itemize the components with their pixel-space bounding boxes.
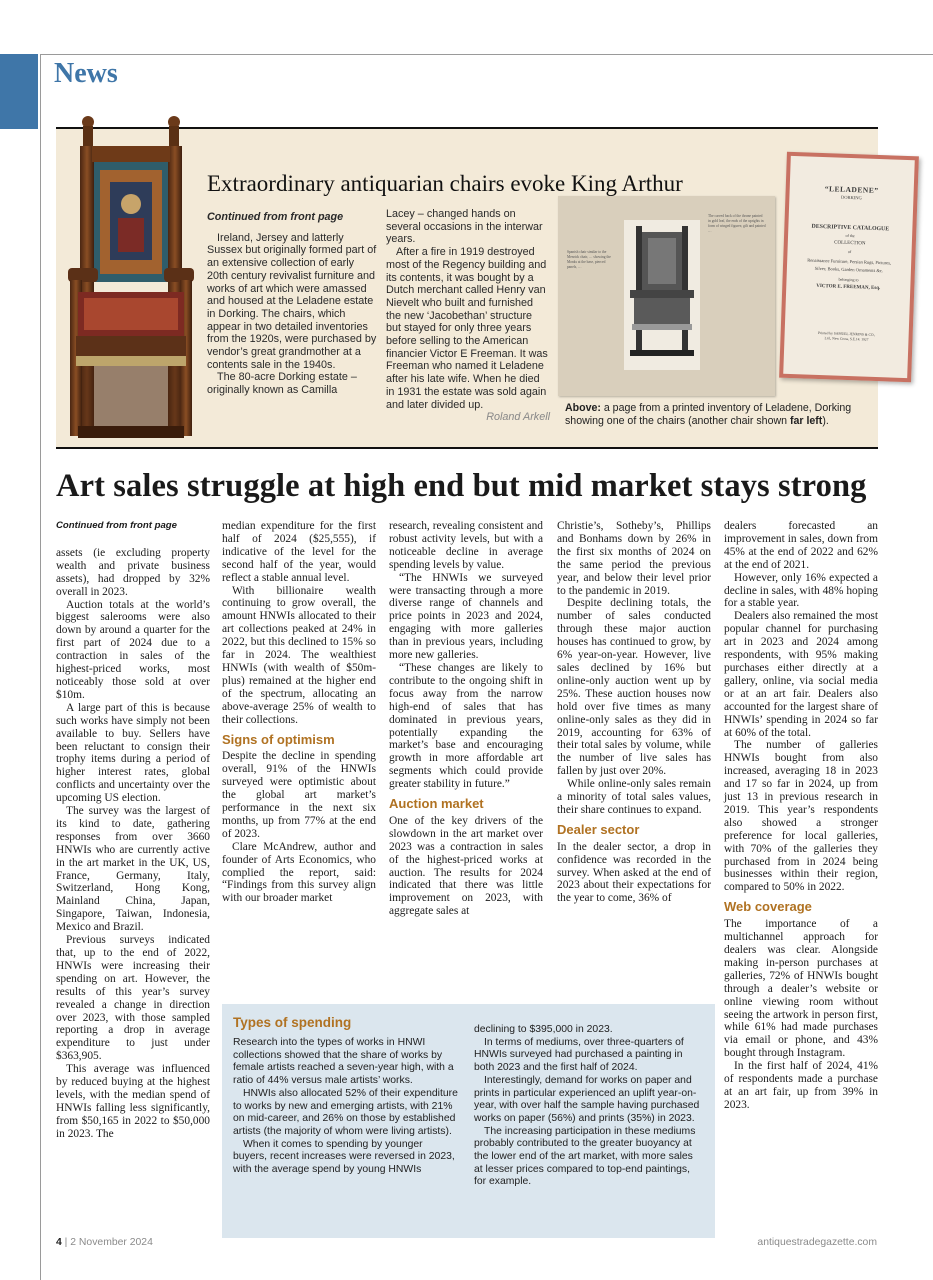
body-paragraph: Previous surveys indicated that, up to the end of 2022, HNWIs were increasing their spending on art. However, the results of this year’s survey revealed a change in direction over 2023, with those sampled reporting a drop in average expenditure to just under $363,905.	[56, 934, 210, 1063]
subheading-signs-of-optimism: Signs of optimism	[222, 731, 335, 747]
article-column-3	[389, 520, 543, 918]
subheading-web-coverage: Web coverage	[724, 899, 812, 915]
catalogue-cover-photo	[779, 152, 919, 382]
inventory-text-left: Spanish chair similar to the Menrick chair, … showing the Monks at the base, pierced panels, …	[567, 250, 611, 269]
continued-label: Continued from front page	[207, 211, 344, 223]
caption-bold: far left	[789, 415, 823, 427]
feature-paragraph	[386, 246, 550, 424]
body-paragraph: A large part of this is because such works have simply not been available to buy. Sellers have been reluctant to consign their trophy items during a period of higher interest rates, global conflicts and uncertainty over the upcoming US election.	[56, 701, 210, 805]
section-colour-tab	[0, 54, 38, 129]
body-paragraph: In the dealer sector, a drop in confidence was recorded in the survey. When asked at the end of 2023 about their expectations for the year to come, 36% of	[557, 840, 711, 905]
box-paragraph: Research into the types of works in HNWI collections showed that the share of works by female artists reached a seven-year high, with a ratio of 44% versus male artists’ works.	[233, 1037, 454, 1087]
box-paragraph: Interestingly, demand for works on paper and prints in particular experienced an uplift year-on-year, with over half the sample having purchased works on paper (56%) and prints (35%) in 2023.	[474, 1074, 700, 1124]
issue-date: 2 November 2024	[70, 1237, 153, 1248]
body-paragraph: While online-only sales remain a minority of total sales values, their share continues to expand.	[557, 778, 711, 816]
body-paragraph: median expenditure for the first half of 2024 ($25,555), if indicative of the level for the second half of the year, would reflect a stable annual level.	[222, 520, 376, 584]
box-paragraph: In terms of mediums, over three-quarters of HNWIs surveyed had purchased a painting in both 2023 and the first half of 2024.	[474, 1036, 684, 1074]
catalogue-items: Renaissance Furniture, Persian Rugs, Pictures, Silver, Books, Garden Ornaments &c.	[807, 257, 892, 274]
catalogue-printer: Printed by SAMUEL JENKINS & CO., Ltd., New Cross, S.E.14. 1927	[817, 330, 876, 342]
page-frame-line	[40, 54, 41, 1280]
box-column-right	[474, 1024, 704, 1189]
feature-column-2	[386, 208, 550, 424]
body-paragraph: Despite the decline in spending overall, 91% of the HNWIs surveyed were optimistic about the global art market’s performance in the next six months, up from 77% at the end of 2023.	[222, 750, 376, 840]
page-footer-left	[56, 1237, 153, 1248]
body-paragraph: One of the key drivers of the slowdown in the art market over 2023 was a contraction in sales of the highest-priced works at auction. The results for 2024 indicated that there was little improvement on 2023, with aggregate sales at	[389, 814, 543, 918]
catalogue-of-the: of the	[845, 232, 855, 239]
catalogue-heading: DESCRIPTIVE CATALOGUE	[811, 223, 890, 233]
inventory-chair-plate	[624, 220, 700, 370]
body-paragraph: assets (ie excluding property wealth and private business assets), had dropped by 32% overall in 2023.	[56, 546, 210, 598]
caption-text: a page from a printed inventory of Leladene, Dorking showing one of the chairs (another chair shown	[565, 402, 852, 427]
author-byline: Roland Arkell	[486, 411, 550, 424]
body-paragraph: Clare McAndrew, author and founder of Arts Economics, who complied the report, said: “Findings from this survey align with our broader market	[222, 840, 376, 905]
feature-paragraph: The 80-acre Dorking estate – originally known as Camilla	[207, 371, 357, 397]
body-paragraph: With billionaire wealth continuing to grow overall, the amount HNWIs allocated to their art collections peaked at 24% in 2022, but this declined to 15% so far in 2024. The wealthiest HNWIs (with wealth of $50m-plus) remained at the higher end of the spectrum, allocating an above-average 25% of wealth to their collections.	[222, 584, 376, 726]
box-column-left	[233, 1037, 458, 1177]
subheading-dealer-sector: Dealer sector	[557, 821, 640, 837]
body-paragraph: dealers forecasted an improvement in sales, down from 45% at the end of 2022 and 62% at the end of 2021.	[724, 520, 878, 571]
page-frame-top	[40, 54, 933, 55]
feature-bottom-rule	[56, 447, 878, 449]
catalogue-text	[784, 156, 914, 344]
caption-lead: Above:	[565, 402, 601, 414]
caption-end: ).	[822, 415, 829, 427]
body-paragraph: research, revealing consistent and robust activity levels, but with a noticeable decline in average spending levels by value.	[389, 520, 543, 571]
catalogue-owner: VICTOR E. FREEMAN, Esq.	[816, 283, 881, 292]
page-number: 4	[56, 1237, 62, 1248]
box-paragraph: When it comes to spending by younger buyers, recent increases were reversed in 2023, with the average spend by young HNWIs	[233, 1138, 455, 1176]
body-paragraph: “These changes are likely to contribute to the ongoing shift in focus away from the narrow high-end of sales that has dominated in previous years, potentially expanding the market’s base and encouraging growth in more affordable art segments which could provide greater stability in future.”	[389, 661, 543, 791]
body-paragraph: Despite declining totals, the number of sales conducted through these major auction houses has continued to grow, by 6% year-on-year. However, live sales declined by 16% but online-only auction went up by 25%. These auction houses now hold over five times as many online-only sales as they did in 2019, accounting for 63% of their total sales by volume, while the number of live sales has fallen by just over 20%.	[557, 597, 711, 778]
inventory-page-photo	[558, 196, 775, 396]
catalogue-of: of	[847, 248, 852, 255]
body-paragraph: The number of galleries HNWIs bought from also increased, averaging 18 in 2023 and 17 so far in 2024, up from just 13 in previous research in 2019. This year’s respondents also showed a stronger preference for local galleries, with 70% of the galleries they purchased from in 2024 being businesses within their region, compared to 50% in 2022.	[724, 739, 878, 894]
body-paragraph: The survey was the largest of its kind to date, gathering responses from over 3660 HNWIs who are currently active in the art market in the UK, US, France, Germany, Italy, Switzerland, Hong Kong, Mainland China, Japan, Singapore, Taiwan, Indonesia, Mexico and Brazil.	[56, 805, 210, 934]
body-paragraph: This average was influenced by reduced buying at the highest levels, with the median spend of HNWIs falling less significantly, from $50,165 in 2022 to $50,000 in 2023. The	[56, 1063, 210, 1140]
throne-chair-photo	[58, 108, 204, 448]
feature-column-1	[207, 211, 377, 397]
catalogue-place: DORKING	[840, 194, 862, 201]
box-paragraph: The increasing participation in these mediums probably contributed to the greater buoyancy at the lower end of the art market, with more sales at lesser prices compared to top-end paintings, for example.	[474, 1125, 696, 1188]
box-paragraph: HNWIs also allocated 52% of their expenditure to works by new and emerging artists, with 21% on mid-career, and 26% on those by established artists (the majority of whom were living artists).	[233, 1087, 458, 1137]
body-paragraph: In the first half of 2024, 41% of respondents made a purchase at an art fair, up from 39% in 2023.	[724, 1060, 878, 1111]
feature-paragraph: Lacey – changed hands on several occasions in the interwar years.	[386, 208, 543, 246]
body-paragraph: The importance of a multichannel approach for dealers was clear. Alongside making in-person purchases at galleries, 72% of HNWIs bought through a dealer’s website or online viewing room without seeing the artwork in person first, while 61% had made purchases via email or phone, and 43% bought through Instagram.	[724, 918, 878, 1060]
inventory-text-right: The carved back of the throne painted in gold leaf, the ends of the uprights in form of winged figures; gilt and painted …	[708, 214, 766, 233]
catalogue-belonging: belonging to	[838, 276, 859, 283]
catalogue-collection: COLLECTION	[834, 240, 866, 247]
photo-caption	[565, 402, 865, 428]
body-paragraph: Auction totals at the world’s biggest salerooms were also down by around a quarter for the first part of 2024 due to a contraction in sales of the highest-priced works, most noticeably those sold at over $10m.	[56, 598, 210, 701]
article-column-4	[557, 520, 711, 905]
site-url[interactable]: antiquestradegazette.com	[757, 1237, 877, 1248]
box-heading: Types of spending	[233, 1015, 352, 1030]
feature-headline: Extraordinary antiquarian chairs evoke King Arthur	[207, 171, 683, 196]
continued-label: Continued from front page	[56, 520, 177, 531]
body-paragraph: However, only 16% expected a decline in sales, with 48% hoping for a stable year.	[724, 571, 878, 610]
section-title: News	[54, 58, 118, 89]
catalogue-title: “LELADENE”	[824, 184, 879, 195]
body-paragraph: Dealers also remained the most popular channel for purchasing art in 2023 and 2024 among respondents, with 95% making purchases either directly at a gallery, online, via social media or at an art fair. Dealers also accounted for the largest share of HNWIs’ spending in 2024 so far at 60% of the total.	[724, 610, 878, 739]
body-paragraph: “The HNWIs we surveyed were transacting through a more diverse range of channels and price points in 2023 and 2024, engaging with more galleries than in previous years, including more new galleries.	[389, 571, 543, 662]
body-paragraph: Christie’s, Sotheby’s, Phillips and Bonhams down by 26% in the first six months of 2024 on the same period the previous year, and below their level prior to the pandemic in 2019.	[557, 520, 711, 597]
feature-paragraph-text: After a fire in 1919 destroyed most of the Regency building and its contents, it was bought by a Dutch merchant called Henry van Nievelt who built and furnished the new ‘Jacobethan’ structure but stayed for only three years before selling to the American financier Victor E Freeman. It was Freeman who named it Leladene after his late wife. When he died in 1931 the estate was sold again and later divided up.	[386, 246, 548, 411]
box-paragraph: declining to $395,000 in 2023.	[474, 1024, 613, 1035]
feature-paragraph: Ireland, Jersey and latterly Sussex but originally formed part of an extensive collection of early 20th century revivalist furniture and works of art which were amassed and housed at the Leladene estate in Dorking. The chairs, which appear in two detailed inventories from the 1920s, were purchased by vendor’s great grandmother at a contents sale in the 1940s.	[207, 231, 377, 371]
subheading-auction-market: Auction market	[389, 796, 484, 812]
article-headline: Art sales struggle at high end but mid market stays strong	[56, 468, 867, 504]
article-column-2	[222, 520, 376, 905]
footer-separator: |	[61, 1237, 71, 1248]
article-column-5	[724, 520, 878, 1112]
article-column-1	[56, 520, 210, 1141]
